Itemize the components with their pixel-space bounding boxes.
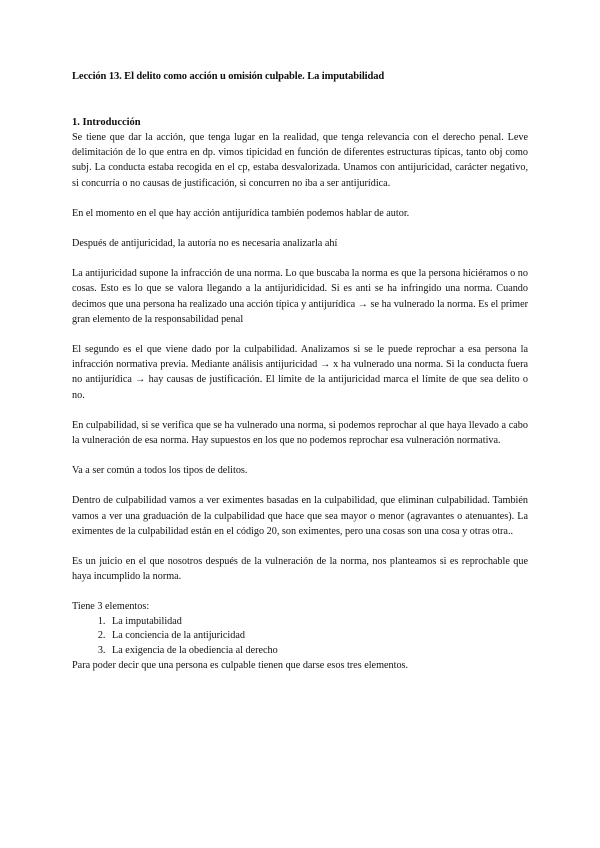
elements-list — [72, 615, 528, 659]
closing-sentence: Para poder decir que una persona es culpable tienen que darse esos tres elementos. — [72, 660, 409, 672]
paragraph-8: Dentro de culpabilidad vamos a ver eximentes basadas en la culpabilidad, que eliminan culpabilidad. También vamos a ver una graduación de la culpabilidad que hace que sea mayor o menor (agravantes o atenuantes). La eximentes de la culpabilidad están en el código 20, son eximentes, pero una cosas son una cosa y otras otra.. — [72, 495, 528, 537]
list-intro: Tiene 3 elementos: — [72, 601, 150, 613]
section-heading: 1. Introducción — [72, 117, 141, 128]
paragraph-3: Después de antijuricidad, la autoría no es necesaria analizarla ahí — [72, 238, 338, 250]
paragraph-5: El segundo es el que viene dado por la culpabilidad. Analizamos si se le puede reprochar a esa persona la infracción normativa previa. Mediante análisis antijuricidad → x ha vulnerado una norma. Si la conducta fuera no antijurídica → hay causas de justificación. El límite de la antijuricidad marca el límite de que sea delito o no. — [72, 344, 528, 401]
paragraph-6: En culpabilidad, si se verifica que se ha vulnerado una norma, si podemos reprochar al que haya llevado a cabo la vulneración de esa norma. Hay supuestos en los que no podemos reprochar esa vulneración normativa. — [72, 419, 528, 447]
list-item: 2. La conciencia de la antijuricidad — [108, 629, 528, 644]
paragraph-2: En el momento en el que hay acción antijurídica también podemos hablar de autor. — [72, 207, 410, 219]
lesson-title: Lección 13. El delito como acción u omisión culpable. La imputabilidad — [72, 71, 385, 82]
paragraph-7: Va a ser común a todos los tipos de delitos. — [72, 465, 248, 477]
list-item: 3. La exigencia de la obediencia al derecho — [108, 644, 528, 659]
document-body — [72, 70, 528, 688]
paragraph-1: Se tiene que dar la acción, que tenga lugar en la realidad, que tenga relevancia con el derecho penal. Leve delimitación de lo que entra en dp. vimos tipicidad en función de diferentes estructuras típicas, tanto obj como subj. La conducta estaba recogida en el cp, estaba desvalorizada. Unamos con antijuricidad, carácter negativo, si concurría o no causas de justificación, si concurren no iba a ser antijurídica. — [72, 132, 528, 189]
paragraph-9: Es un juicio en el que nosotros después de la vulneración de la norma, nos planteamos si es reprochable que haya incumplido la norma. — [72, 556, 528, 583]
list-item: 1. La imputabilidad — [108, 615, 528, 630]
paragraph-4: La antijuricidad supone la infracción de una norma. Lo que buscaba la norma es que la persona hiciéramos o no cosas. Esto es lo que se valora llegando a la antijuridicidad. Si es anti se ha infringido una norma. Cuando decimos que una persona ha realizado una acción típica y antijurídica → se ha vulnerado la norma. Es el primer gran elemento de la responsabilidad penal — [72, 268, 528, 325]
